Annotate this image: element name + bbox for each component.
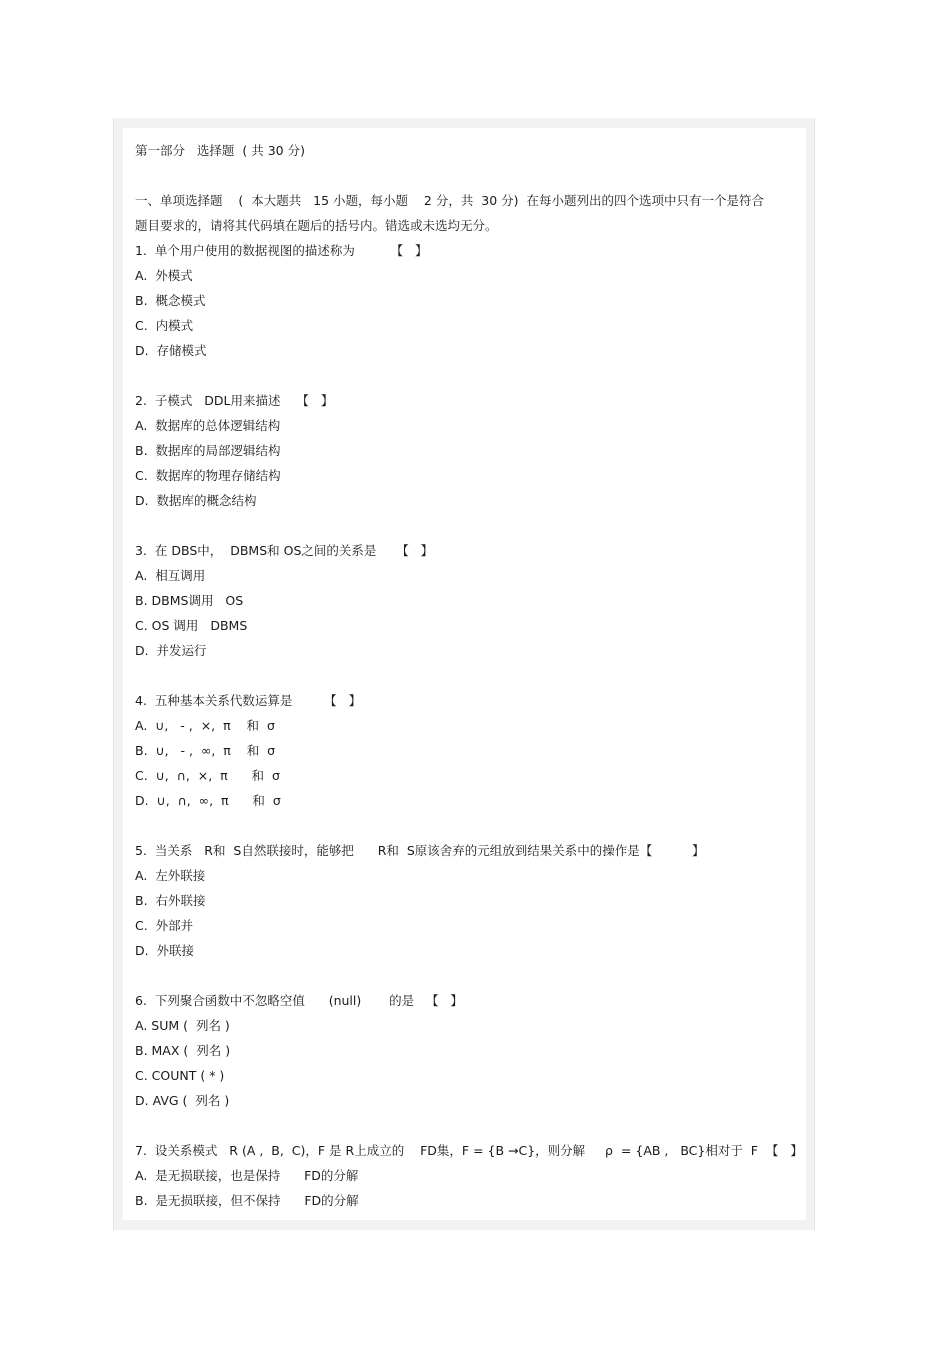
- question-stem: 4. 五种基本关系代数运算是 【 】: [135, 693, 362, 708]
- option-c: C. 内模式: [135, 318, 194, 333]
- option-a: A. ∪, - , ×, π 和 σ: [135, 718, 275, 733]
- section-instructions: [135, 188, 795, 238]
- question-1: [135, 238, 795, 363]
- option-d: D. 并发运行: [135, 643, 207, 658]
- question-stem: 1. 单个用户使用的数据视图的描述称为 【 】: [135, 243, 428, 258]
- question-stem: 7. 设关系模式 R (A , B, C)，F 是 R上成立的 FD集，F = {B →C}，则分解 ρ = {AB , BC}相对于 F 【 】: [135, 1143, 803, 1158]
- question-stem: 3. 在 DBS中， DBMS和 OS之间的关系是 【 】: [135, 543, 434, 558]
- option-b: B. ∪, - , ∞, π 和 σ: [135, 743, 276, 758]
- option-d: D. 数据库的概念结构: [135, 493, 257, 508]
- option-a: A. 数据库的总体逻辑结构: [135, 418, 281, 433]
- question-7: [135, 1138, 803, 1213]
- option-d: D. ∪, ∩, ∞, π 和 σ: [135, 793, 281, 808]
- option-d: D. 外联接: [135, 943, 195, 958]
- option-d: D. AVG ( 列名 ): [135, 1093, 230, 1108]
- option-b: B. MAX ( 列名 ): [135, 1043, 231, 1058]
- option-c: C. 外部并: [135, 918, 194, 933]
- option-a: A. 相互调用: [135, 568, 206, 583]
- instructions-line-1: 一、单项选择题 ( 本大题共 15 小题，每小题 2 分，共 30 分) 在每小题列出的四个选项中只有一个是符合: [135, 193, 764, 208]
- option-c: C. 数据库的物理存储结构: [135, 468, 281, 483]
- option-d: D. 存储模式: [135, 343, 207, 358]
- question-3: [135, 538, 795, 663]
- question-2: [135, 388, 795, 513]
- option-b: B. 是无损联接，但不保持 FD的分解: [135, 1193, 359, 1208]
- question-stem: 6. 下列聚合函数中不忽略空值 (null) 的是 【 】: [135, 993, 463, 1008]
- exam-content: [135, 138, 803, 1213]
- question-6: [135, 988, 795, 1113]
- option-a: A. 是无损联接，也是保持 FD的分解: [135, 1168, 359, 1183]
- question-stem: 5. 当关系 R和 S自然联接时，能够把 R和 S原该舍弃的元组放到结果关系中的操作是【 】: [135, 843, 705, 858]
- option-a: A. 左外联接: [135, 868, 206, 883]
- question-5: [135, 838, 795, 963]
- option-b: B. 右外联接: [135, 893, 206, 908]
- question-4: [135, 688, 795, 813]
- option-b: B. DBMS调用 OS: [135, 593, 244, 608]
- option-b: B. 数据库的局部逻辑结构: [135, 443, 281, 458]
- option-a: A. SUM ( 列名 ): [135, 1018, 230, 1033]
- question-stem: 2. 子模式 DDL用来描述 【 】: [135, 393, 334, 408]
- instructions-line-2: 题目要求的，请将其代码填在题后的括号内。错选或未选均无分。: [135, 218, 498, 233]
- option-c: C. ∪, ∩, ×, π 和 σ: [135, 768, 280, 783]
- option-a: A. 外模式: [135, 268, 193, 283]
- section-title: 第一部分 选择题 ( 共 30 分): [135, 143, 305, 158]
- option-b: B. 概念模式: [135, 293, 206, 308]
- option-c: C. COUNT ( * ): [135, 1068, 225, 1083]
- option-c: C. OS 调用 DBMS: [135, 618, 248, 633]
